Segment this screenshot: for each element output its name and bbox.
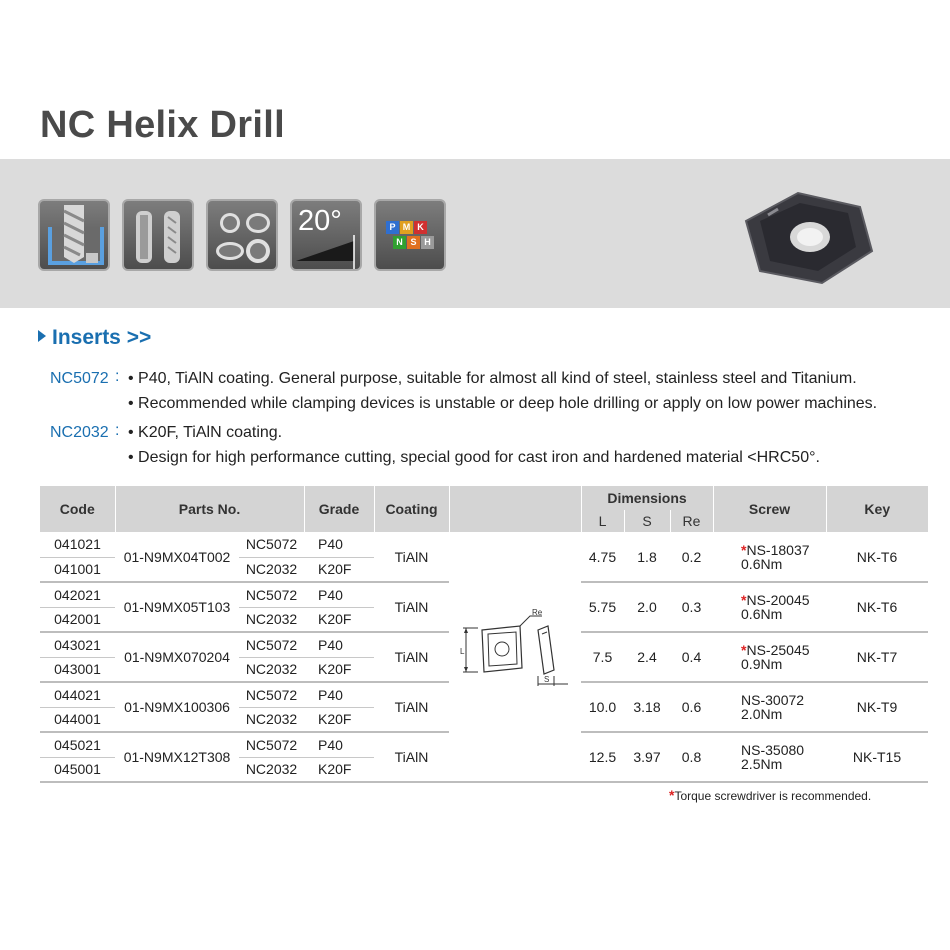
screw-code: NS-25045 [746,642,810,658]
material-pmk-nsh-icon [374,199,446,271]
angle-20-icon [290,199,362,271]
screw-cell [713,632,826,682]
variant-cell: NC5072 [239,732,304,757]
dim-re-cell: 0.2 [681,548,702,565]
dim-s-cell: 1.8 [637,548,657,565]
header-grade: Grade [304,486,374,532]
desc-line: • K20F, TiAlN coating. [128,424,283,441]
header-l: L [581,510,624,532]
header-parts: Parts No. [115,486,304,532]
dim-re-cell: 0.4 [681,649,702,665]
variant-cell: NC5072 [239,582,304,607]
code-cell: 044001 [54,711,101,728]
desc-line: • Design for high performance cutting, special good for cast iron and hardened material <HRC50°. [128,449,820,466]
grade-cell: P40 [304,732,374,757]
desc-code-nc5072: NC5072 [50,370,109,387]
page-title: NC Helix Drill [40,104,285,146]
key-cell: NK-T9 [856,699,898,715]
desc-line: • P40, TiAlN coating. General purpose, suitable for almost all kind of steel, stainless steel and Titanium. [128,370,857,387]
code-cell: 045021 [40,732,115,757]
triangle-arrow-icon [38,330,46,342]
variant-cell: NC2032 [245,611,298,628]
dim-l-cell: 10.0 [588,699,617,715]
dim-l-cell: 5.75 [588,599,617,615]
variant-cell: NC2032 [245,661,298,678]
diagram-label-s: S [544,675,550,684]
hole-patterns-icon [206,199,278,271]
screw-star: * [741,541,747,558]
key-cell: NK-T6 [856,548,898,565]
desc-colon: : [115,368,120,385]
grade-cell: K20F [318,761,352,778]
footnote [669,787,871,803]
material-h: H [421,236,434,249]
screw-code: NS-35080 [741,742,805,758]
coating-cell: TiAlN [394,649,429,665]
variant-cell: NC2032 [245,711,298,728]
coating-cell: TiAlN [394,749,429,765]
screw-cell [713,582,826,632]
grade-cell: K20F [318,611,352,628]
screw-cell [713,532,826,582]
variant-cell: NC2032 [245,761,298,778]
grade-cell: K20F [318,661,352,678]
dim-s-cell: 2.4 [637,649,657,665]
section-title-text: Inserts >> [52,326,152,349]
section-title [38,326,151,350]
dim-l-cell: 4.75 [588,548,617,565]
material-n: N [393,236,406,249]
screw-torque: 0.6Nm [741,555,783,572]
variant-cell: NC5072 [239,682,304,707]
header-code: Code [40,486,115,532]
screw-cell [713,732,826,782]
code-cell: 041001 [54,561,101,578]
part-no-cell: 01-N9MX05T103 [123,599,231,615]
variant-cell: NC2032 [245,561,298,578]
coating-cell: TiAlN [394,699,429,715]
screw-torque: 2.5Nm [741,756,783,772]
screw-star: * [741,592,747,608]
header-blank [449,486,581,532]
screw-star: * [741,642,747,658]
header-key: Key [826,486,928,532]
insert-photo-icon [738,181,878,291]
screw-code: NS-30072 [741,692,805,708]
footnote-text: Torque screwdriver is recommended. [674,789,872,803]
grade-cell: K20F [318,711,352,728]
footnote-star: * [669,787,675,803]
desc-line: • Recommended while clamping devices is unstable or deep hole drilling or apply on low power machines. [128,395,878,412]
code-cell: 041021 [40,532,115,557]
dim-s-cell: 2.0 [637,599,657,615]
grade-cell: P40 [304,532,374,557]
dim-re-cell: 0.8 [681,749,702,765]
variant-cell: NC5072 [239,532,304,557]
dim-s-cell: 3.18 [633,699,661,715]
header-re: Re [670,510,713,532]
part-no-cell: 01-N9MX100306 [124,699,230,715]
part-no-cell: 01-N9MX04T002 [123,548,231,565]
material-m: M [400,221,413,234]
code-cell: 042001 [54,611,101,628]
code-cell: 043021 [40,632,115,657]
diagram-label-re: Re [532,608,543,617]
drill-icon [38,199,110,271]
screw-torque: 0.9Nm [741,656,783,672]
desc-colon: : [115,422,120,439]
dim-s-cell: 3.97 [633,749,661,765]
through-hole-icon [122,199,194,271]
feature-banner [0,159,950,308]
material-k: K [414,221,427,234]
screw-torque: 2.0Nm [741,706,783,722]
grade-cell: K20F [318,561,352,578]
material-p: P [386,221,399,234]
grade-cell: P40 [304,632,374,657]
header-s: S [624,510,670,532]
dim-l-cell: 7.5 [592,649,613,665]
table-row [40,532,928,557]
screw-torque: 0.6Nm [741,606,783,622]
desc-code-nc2032: NC2032 [50,424,109,441]
material-s: S [407,236,420,249]
diagram-label-l: L [460,647,465,656]
screw-code: NS-18037 [746,541,810,558]
header-coating: Coating [374,486,449,532]
coating-cell: TiAlN [394,548,429,565]
code-cell: 044021 [40,682,115,707]
code-cell: 043001 [54,661,101,678]
dim-re-cell: 0.6 [681,699,702,715]
key-cell: NK-T6 [856,599,898,615]
key-cell: NK-T15 [852,749,902,765]
key-cell: NK-T7 [856,649,898,665]
dim-re-cell: 0.3 [681,599,702,615]
grade-cell: P40 [304,582,374,607]
header-screw: Screw [713,486,826,532]
screw-cell [713,682,826,732]
grade-cell: P40 [304,682,374,707]
header-dimensions: Dimensions [581,486,713,510]
screw-code: NS-20045 [746,592,810,608]
part-no-cell: 01-N9MX070204 [124,649,230,665]
dim-l-cell: 12.5 [588,749,617,765]
code-cell: 045001 [54,761,101,778]
angle-label: 20° [298,205,342,237]
code-cell: 042021 [40,582,115,607]
part-no-cell: 01-N9MX12T308 [123,749,231,765]
insert-dimension-diagram [458,606,576,690]
coating-cell: TiAlN [394,599,429,615]
variant-cell: NC5072 [239,632,304,657]
